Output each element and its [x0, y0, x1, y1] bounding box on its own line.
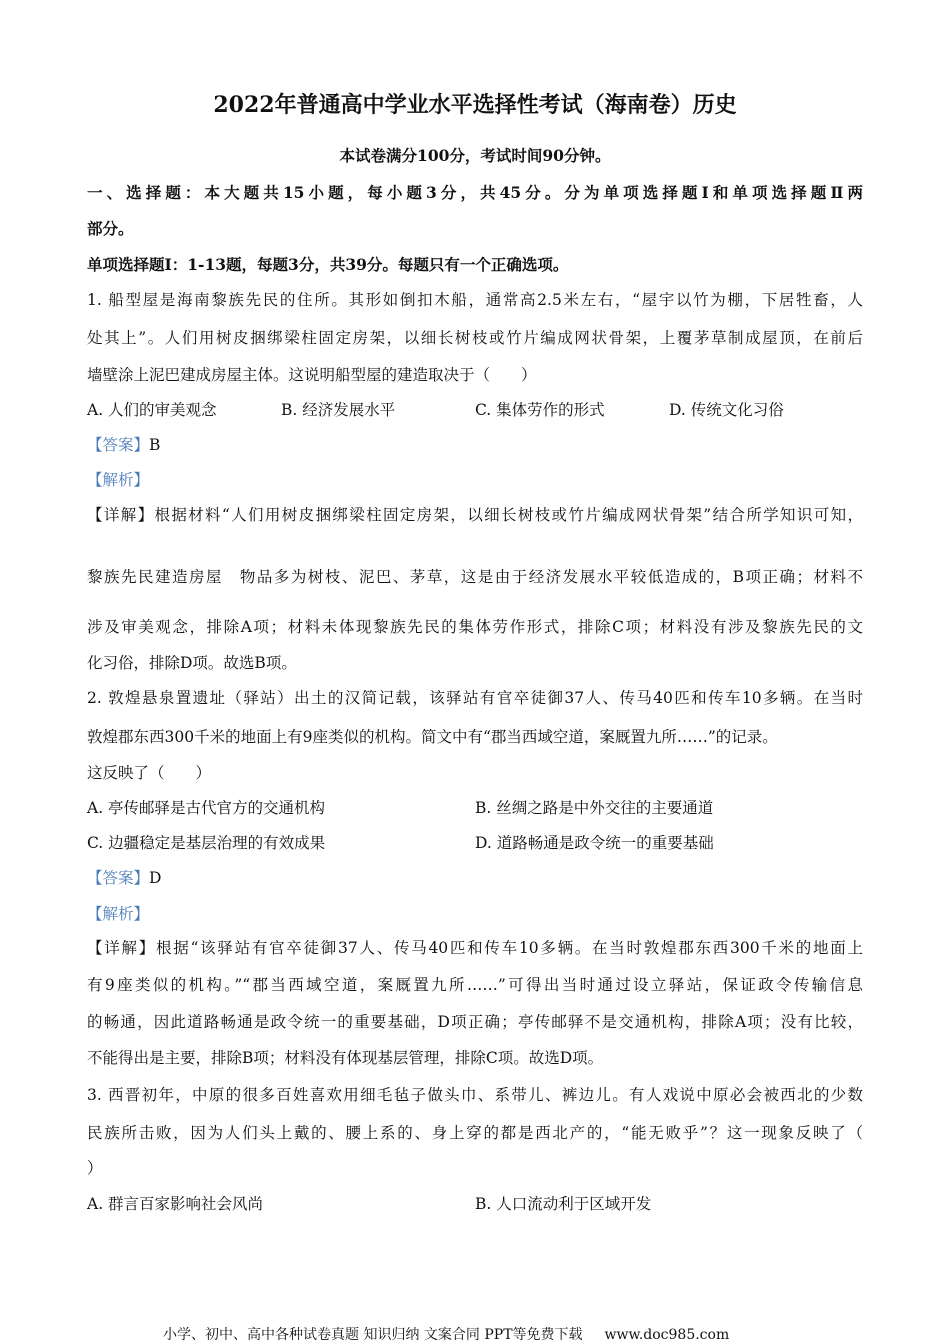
footer-link[interactable]: www.doc985.com [604, 1327, 730, 1343]
q2-stem: 这反映了（ ） [87, 764, 212, 782]
q1-stem: 墙壁涂上泥巴建成房屋主体。这说明船型屋的建造取决于（ ） [87, 366, 537, 384]
footer-text: 小学、初中、高中各种试卷真题 知识归纳 文案合同 PPT等免费下载 [163, 1327, 583, 1343]
q3-stem: 3. 西晋初年，中原的很多百姓喜欢用细毛毡子做头巾、系带儿、裤边儿。有人戏说中原必会被西北的少数 [87, 1086, 863, 1104]
analysis-label: 【解析】 [87, 471, 150, 489]
section-heading: 一、选择题：本大题共15小题，每小题3分，共45分。分为单项选择题Ⅰ和单项选择题Ⅱ两 [87, 183, 863, 202]
answer-label: 【答案】 [87, 436, 150, 454]
page-title: 2022年普通高中学业水平选择性考试（海南卷）历史 [213, 92, 737, 118]
q1-stem: 1. 船型屋是海南黎族先民的住所。其形如倒扣木船，通常高2.5米左右，“屋宇以竹为棚，下居牲畜，人 [87, 291, 863, 309]
answer-label: 【答案】 [87, 869, 150, 887]
q2-stem: 2. 敦煌悬泉置遗址（驿站）出土的汉简记载，该驿站有官卒徒御37人、传马40匹和传车10多辆。在当时 [87, 689, 863, 707]
footer [163, 1324, 729, 1344]
q3-stem: ） [87, 1159, 103, 1177]
q3-option-a: A. 群言百家影响社会风尚 [87, 1195, 264, 1213]
q2-detail: 的畅通，因此道路畅通是政令统一的重要基础，D项正确；亭传邮驿不是交通机构，排除A项；没有比较， [87, 1013, 863, 1031]
q1-detail: 涉及审美观念，排除A项；材料未体现黎族先民的集体劳作形式，排除C项；材料没有涉及黎族先民的文 [87, 618, 863, 636]
q1-answer [87, 435, 863, 455]
q1-detail: 【详解】根据材料“人们用树皮捆绑梁柱固定房架，以细长树枝或竹片编成网状骨架”结合所学知识可知， [87, 506, 863, 524]
q1-option-c: C. 集体劳作的形式 [475, 401, 605, 419]
section-heading-cont: 部分。 [87, 219, 134, 238]
detail-label: 【详解】 [87, 939, 156, 957]
q3-stem: 民族所击败，因为人们头上戴的、腰上系的、身上穿的都是西北产的，“能无败乎”？这一现象反映了（ [87, 1124, 863, 1142]
q1-detail: 黎族先民建造房屋 物品多为树枝、泥巴、茅草，这是由于经济发展水平较低造成的，B项正确；材料不 [87, 568, 863, 586]
q2-detail: 有9座类似的机构。”“郡当西域空道，案厩置九所……”可得出当时通过设立驿站，保证政令传输信息 [87, 976, 863, 994]
detail-label: 【详解】 [87, 506, 155, 524]
subtitle: 本试卷满分100分，考试时间90分钟。 [339, 146, 611, 165]
q1-option-d: D. 传统文化习俗 [669, 401, 784, 419]
q1-detail: 化习俗，排除D项。故选B项。 [87, 654, 297, 672]
answer-value: B [149, 436, 161, 454]
q1-option-a: A. 人们的审美观念 [87, 401, 217, 419]
q3-option-b: B. 人口流动利于区域开发 [475, 1195, 652, 1213]
q2-detail: 【详解】根据“该驿站有官卒徒御37人、传马40匹和传车10多辆。在当时敦煌郡东西300千米的地面上 [87, 939, 863, 957]
q2-option-d: D. 道路畅通是政令统一的重要基础 [475, 834, 714, 852]
analysis-label: 【解析】 [87, 905, 150, 923]
q1-stem: 处其上”。人们用树皮捆绑梁柱固定房架，以细长树枝或竹片编成网状骨架，上覆茅草制成屋顶，在前后 [87, 329, 863, 347]
q1-option-b: B. 经济发展水平 [281, 401, 396, 419]
answer-value: D [149, 869, 162, 887]
q2-stem: 敦煌郡东西300千米的地面上有9座类似的机构。简文中有“郡当西域空道，案厩置九所……”的记录。 [87, 728, 778, 746]
q2-detail: 不能得出是主要，排除B项；材料没有体现基层管理，排除C项。故选D项。 [87, 1049, 604, 1067]
q2-option-c: C. 边疆稳定是基层治理的有效成果 [87, 834, 326, 852]
subsection-heading: 单项选择题Ⅰ：1-13题，每题3分，共39分。每题只有一个正确选项。 [87, 255, 569, 274]
q2-option-a: A. 亭传邮驿是古代官方的交通机构 [87, 799, 326, 817]
q2-option-b: B. 丝绸之路是中外交往的主要通道 [475, 799, 714, 817]
q2-answer [87, 868, 863, 888]
